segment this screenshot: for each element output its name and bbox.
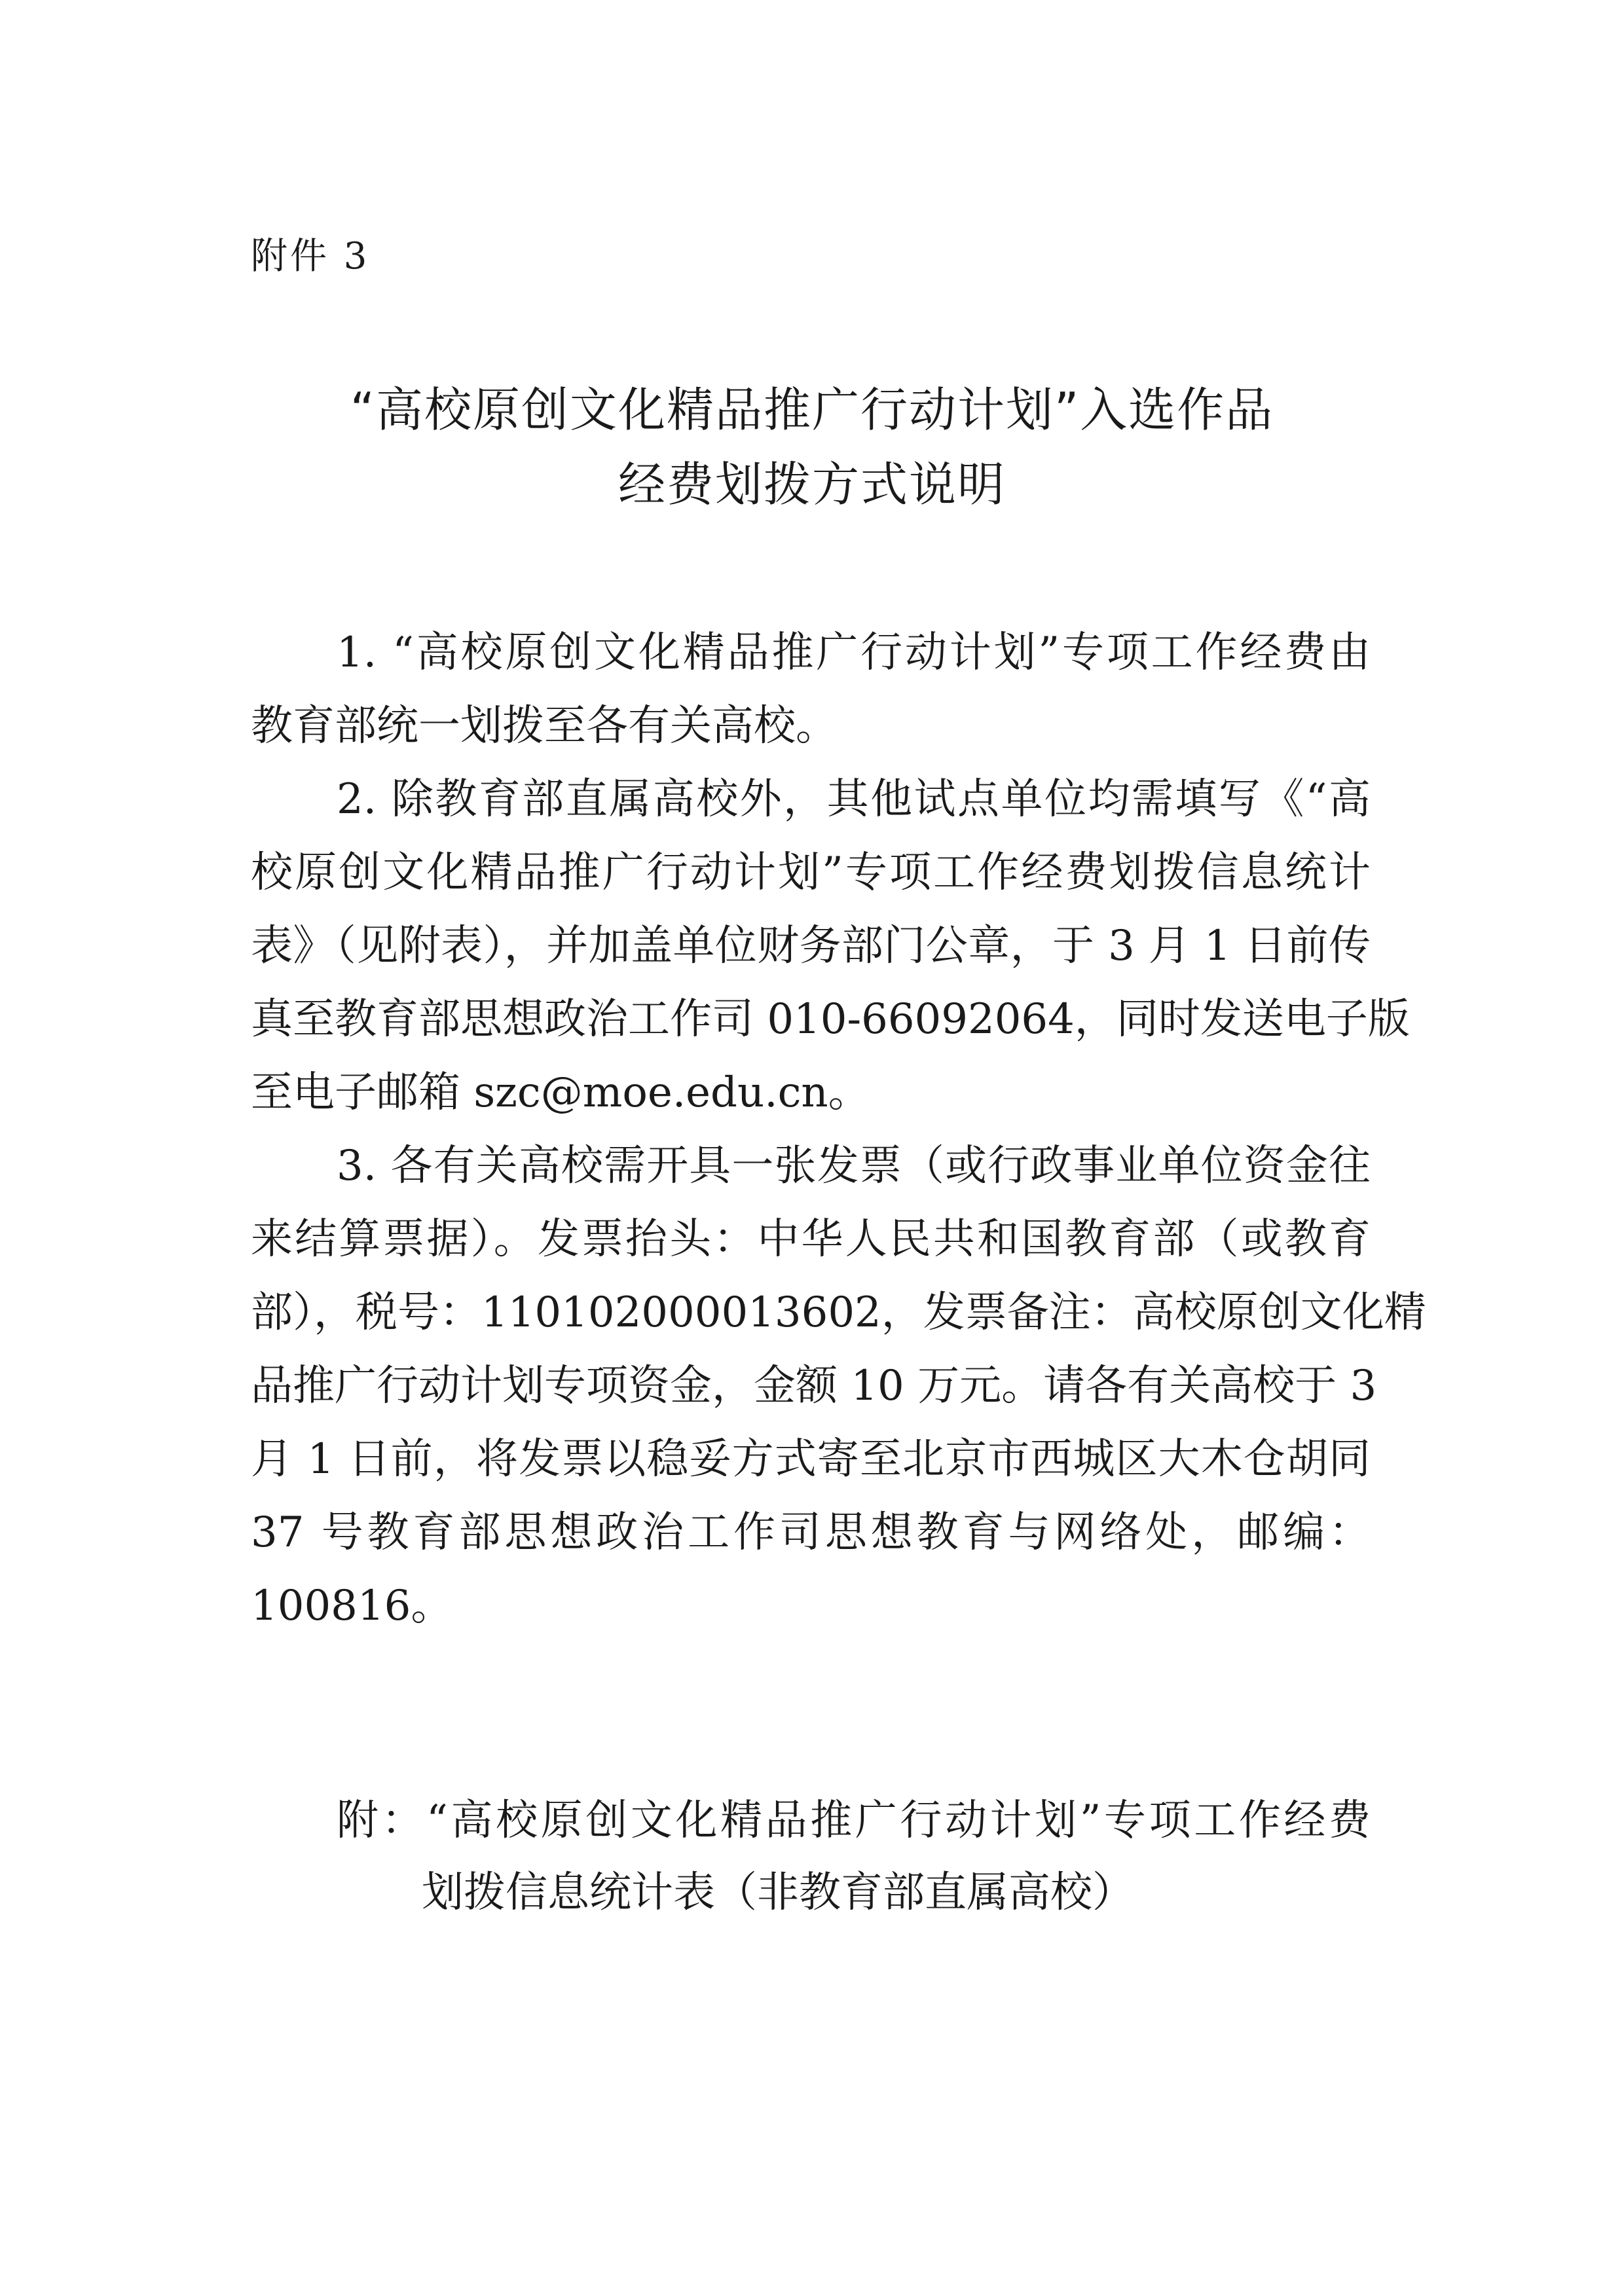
paragraph-3-line: 37 号教育部思想政治工作司思想教育与网络处，邮编： [251,1508,1371,1557]
document-title-line-1: “高校原创文化精品推广行动计划”入选作品 [350,382,1274,437]
paragraph-3-line: 月 1 日前，将发票以稳妥方式寄至北京市西城区大木仓胡同 [251,1435,1371,1484]
paragraph-2-line: 2. 除教育部直属高校外，其他试点单位均需填写《“高 [337,775,1371,824]
paragraph-1-line: 教育部统一划拨至各有关高校。 [251,702,838,750]
paragraph-3-line: 部），税号：110102000013602，发票备注：高校原创文化精 [251,1288,1426,1337]
paragraph-2-line: 至电子邮箱 szc@moe.edu.cn。 [251,1068,870,1117]
paragraph-2-line: 校原创文化精品推广行动计划”专项工作经费划拨信息统计 [251,848,1371,897]
appendix-line: 附：“高校原创文化精品推广行动计划”专项工作经费 [337,1796,1371,1845]
paragraph-2-line: 真至教育部思想政治工作司 010-66092064，同时发送电子版 [251,995,1410,1044]
paragraph-3-line: 品推广行动计划专项资金，金额 10 万元。请各有关高校于 3 [251,1362,1377,1410]
paragraph-3-line: 100816。 [251,1582,453,1630]
paragraph-1-line: 1. “高校原创文化精品推广行动计划”专项工作经费由 [337,629,1371,677]
appendix-line: 划拨信息统计表（非教育部直属高校） [422,1868,1134,1917]
paragraph-2-line: 表》（见附表），并加盖单位财务部门公章，于 3 月 1 日前传 [251,922,1371,970]
paragraph-3-line: 来结算票据）。发票抬头：中华人民共和国教育部（或教育 [251,1215,1371,1264]
attachment-label: 附件 3 [251,235,370,278]
document-title-line-2: 经费划拨方式说明 [618,457,1006,512]
paragraph-3-line: 3. 各有关高校需开具一张发票（或行政事业单位资金往 [337,1142,1371,1190]
